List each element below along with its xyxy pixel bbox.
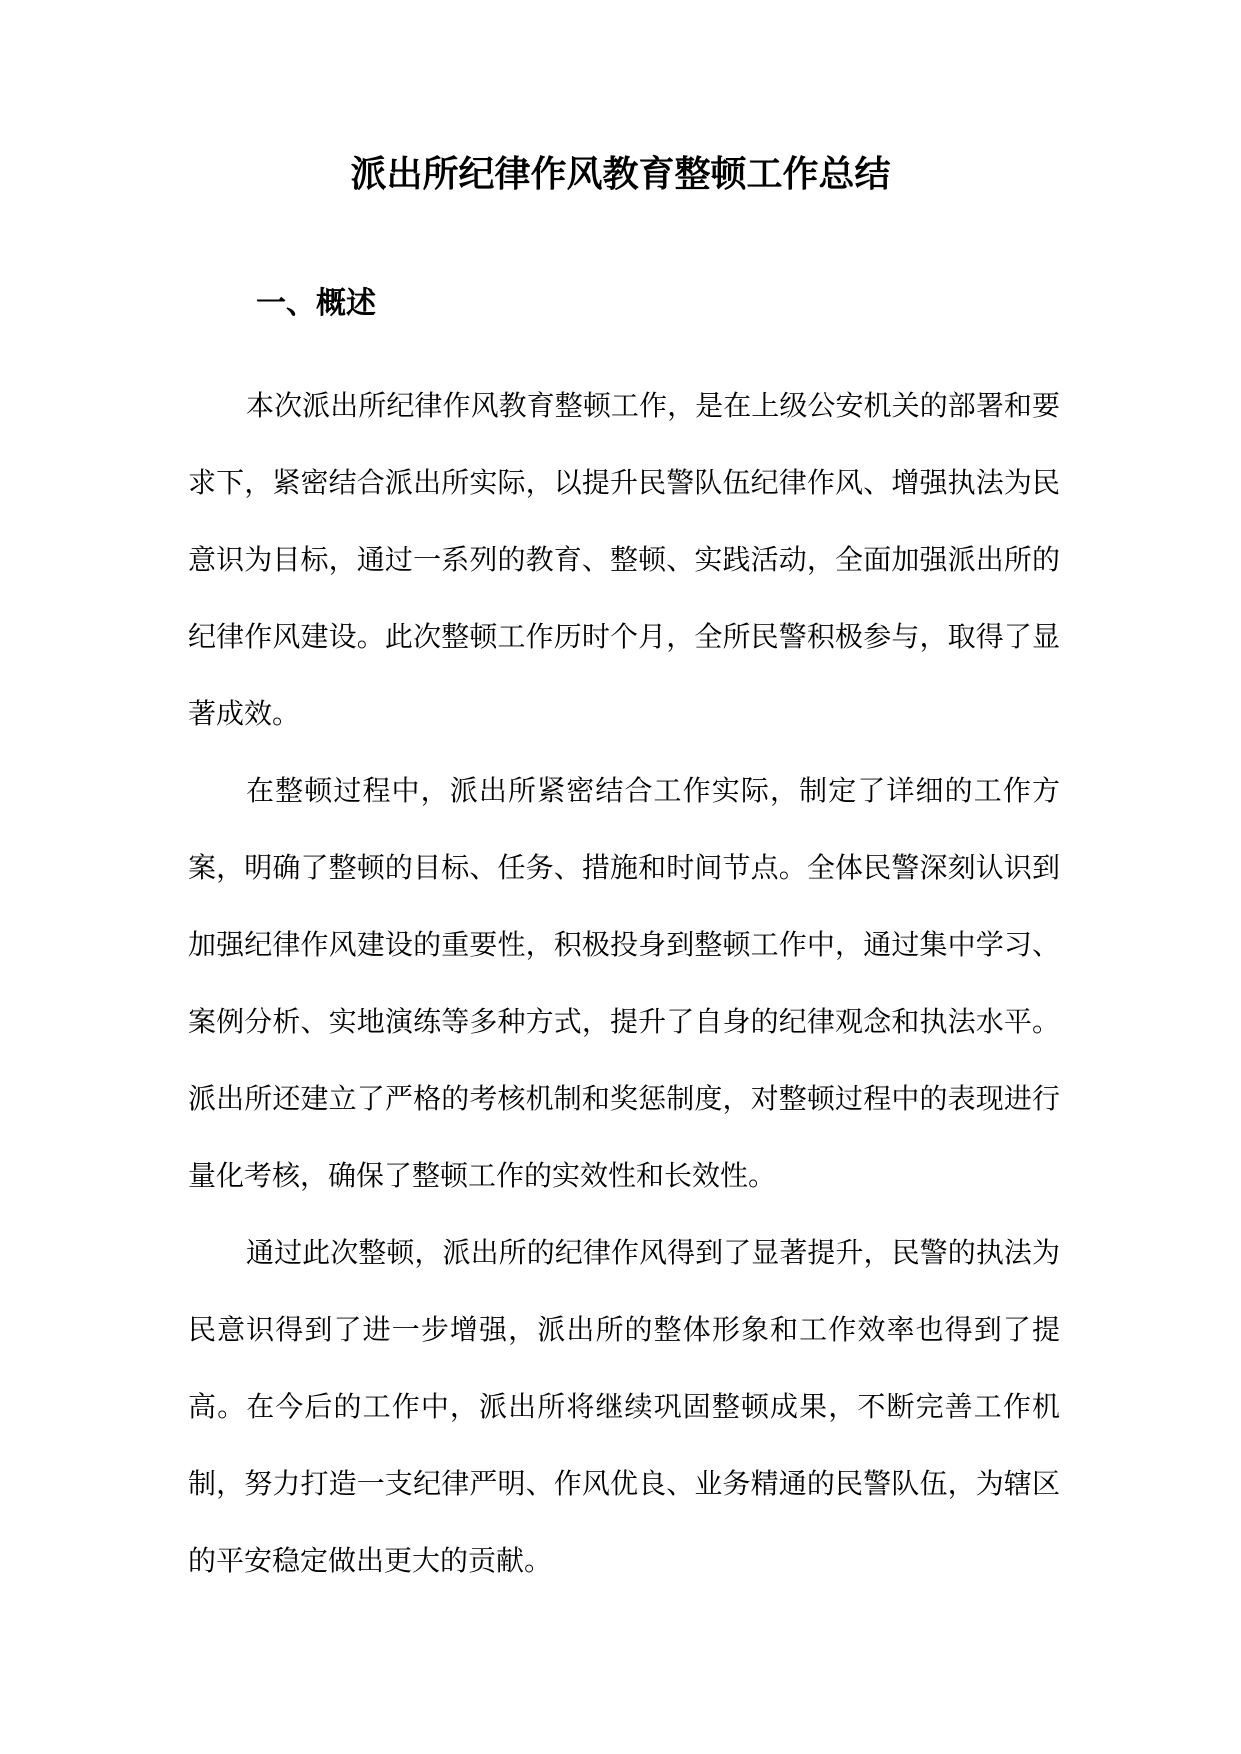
document-body xyxy=(188,367,1060,1599)
paragraph: 在整顿过程中，派出所紧密结合工作实际，制定了详细的工作方案，明确了整顿的目标、任务、措施和时间节点。全体民警深刻认识到加强纪律作风建设的重要性，积极投身到整顿工作中，通过集中学习、案例分析、实地演练等多种方式，提升了自身的纪律观念和执法水平。派出所还建立了严格的考核机制和奖惩制度，对整顿过程中的表现进行量化考核，确保了整顿工作的实效性和长效性。 xyxy=(188,774,1060,1192)
section-heading: 一、概述 xyxy=(256,286,376,321)
paragraph: 通过此次整顿，派出所的纪律作风得到了显著提升，民警的执法为民意识得到了进一步增强，派出所的整体形象和工作效率也得到了提高。在今后的工作中，派出所将继续巩固整顿成果，不断完善工作机制，努力打造一支纪律严明、作风优良、业务精通的民警队伍，为辖区的平安稳定做出更大的贡献。 xyxy=(188,1236,1060,1577)
document-title: 派出所纪律作风教育整顿工作总结 xyxy=(350,154,891,195)
paragraph: 本次派出所纪律作风教育整顿工作，是在上级公安机关的部署和要求下，紧密结合派出所实际，以提升民警队伍纪律作风、增强执法为民意识为目标，通过一系列的教育、整顿、实践活动，全面加强派出所的纪律作风建设。此次整顿工作历时个月，全所民警积极参与，取得了显著成效。 xyxy=(188,389,1060,730)
